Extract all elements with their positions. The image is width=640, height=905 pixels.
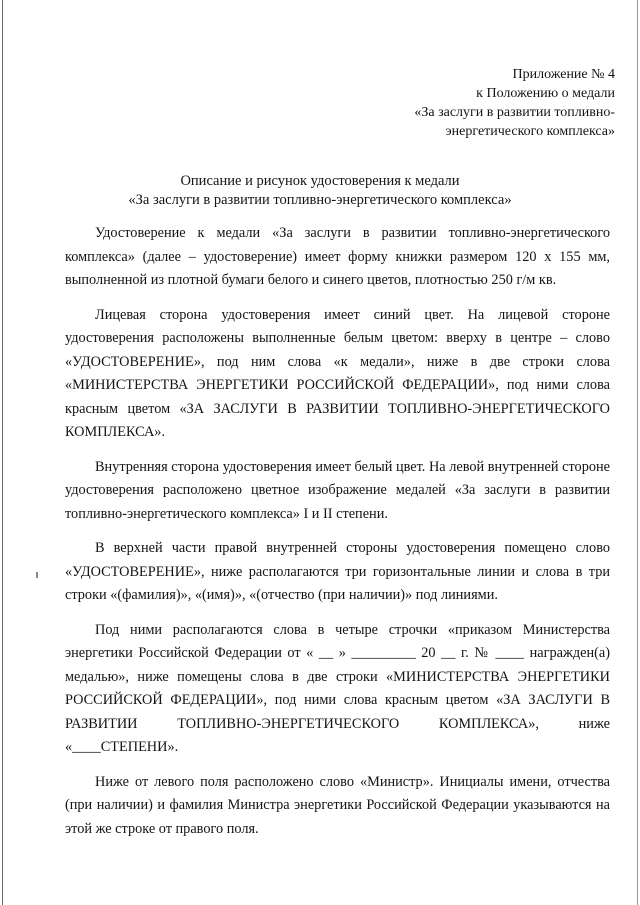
annex-number: Приложение № 4 — [512, 67, 615, 82]
scan-left-edge — [2, 0, 3, 905]
paragraph-inner-side: Внутренняя сторона удостоверения имеет белый цвет. На левой внутренней стороне удостоверения расположено цветное изображение медалей «За заслуги в развитии топливно-энергетического комплекса» I и II степени. — [65, 458, 610, 522]
scan-speck — [36, 572, 38, 578]
document-body — [65, 222, 610, 852]
annex-header — [390, 65, 615, 141]
paragraph-minister: Ниже от левого поля расположено слово «Министр». Инициалы имени, отчества (при наличии) и фамилия Министра энергетики Российской Федерации указываются на этой же строке от правого поля. — [65, 773, 610, 837]
scan-right-edge — [637, 0, 638, 905]
paragraph-order-text: Под ними располагаются слова в четыре строчки «приказом Министерства энергетики Российской Федерации от « __ » _________ 20 __ г. № ____ награжден(а) медалью», ниже помещены слова в две строки «МИНИСТЕРСТВА ЭНЕРГЕТИКИ РОССИЙСКОЙ ФЕДЕРАЦИИ», под ними слова красным цветом «ЗА ЗАСЛУГИ В РАЗВИТИИ ТОПЛИВНО-ЭНЕРГЕТИЧЕСКОГО КОМПЛЕКСА», ниже «____СТЕПЕНИ». — [65, 621, 610, 755]
annex-medal-name-line1: «За заслуги в развитии топливно- — [414, 105, 615, 120]
paragraph-front-side: Лицевая сторона удостоверения имеет синий цвет. На лицевой стороне удостоверения расположены выполненные белым цветом: вверху в центре – слово «УДОСТОВЕРЕНИЕ», под ним слова «к медали», ниже в две строки слова «МИНИСТЕРСТВА ЭНЕРГЕТИКИ РОССИЙСКОЙ ФЕДЕРАЦИИ», под ними слова красным цветом «ЗА ЗАСЛУГИ В РАЗВИТИИ ТОПЛИВНО-ЭНЕРГЕТИЧЕСКОГО КОМПЛЕКСА». — [65, 306, 610, 440]
title-line-1: Описание и рисунок удостоверения к медали — [180, 173, 460, 189]
annex-reference: к Положению о медали — [476, 86, 615, 101]
paragraph-right-inner-top: В верхней части правой внутренней стороны удостоверения помещено слово «УДОСТОВЕРЕНИЕ», ниже располагаются три горизонтальные линии и слова в три строки «(фамилия)», «(имя)», «(отчество (при наличии)» под линиями. — [65, 540, 610, 603]
title-line-2: «За заслуги в развитии топливно-энергетического комплекса» — [128, 192, 512, 208]
annex-medal-name-line2: энергетического комплекса» — [445, 124, 615, 139]
document-title — [60, 172, 580, 210]
paragraph-format: Удостоверение к медали «За заслуги в развитии топливно-энергетического комплекса» (далее – удостоверение) имеет форму книжки размером 120 х 155 мм, выполненной из плотной бумаги белого и синего цветов, плотностью 250 г/м кв. — [65, 225, 610, 288]
